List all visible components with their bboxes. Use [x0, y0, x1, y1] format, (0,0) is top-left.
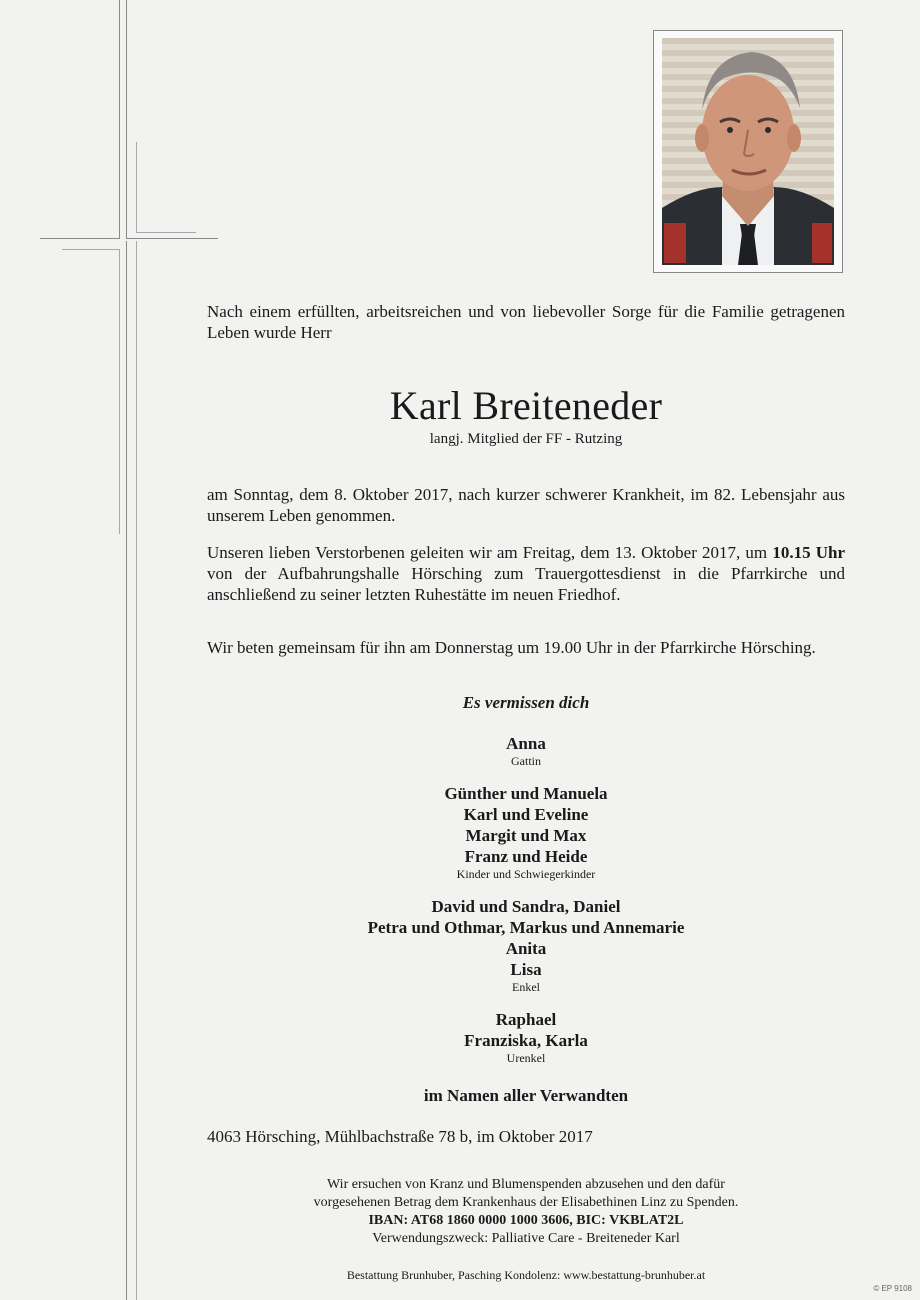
mourner-name: Petra und Othmar, Markus und Annemarie	[367, 918, 685, 937]
cross-line	[62, 249, 120, 250]
cross-line	[136, 241, 137, 1300]
cross-line	[119, 0, 120, 238]
mourner-name: Franz und Heide	[464, 847, 588, 866]
funeral-time: 10.15 Uhr	[772, 543, 846, 562]
portrait-photo	[662, 38, 834, 265]
mourner-group	[207, 733, 845, 768]
footer-text: Bestattung Brunhuber, Pasching Kondolenz: www.bestattung-brunhuber.at	[346, 1268, 706, 1282]
mourner-relation: Gattin	[511, 754, 541, 768]
intro-text: Nach einem erfüllten, arbeitsreichen und von liebevoller Sorge für die Familie getragenen Leben wurde Herr	[207, 302, 845, 342]
mourner-group	[207, 783, 845, 881]
portrait-frame	[653, 30, 843, 273]
mourner-name: Franziska, Karla	[464, 1031, 588, 1050]
donation-note	[207, 1176, 845, 1248]
deceased-name: Karl Breiteneder	[389, 383, 663, 428]
place-date: 4063 Hörsching, Mühlbachstraße 78 b, im Oktober 2017	[207, 1127, 593, 1146]
mourner-relation: Enkel	[512, 980, 540, 994]
cross-line	[136, 142, 137, 232]
prayer-text: Wir beten gemeinsam für ihn am Donnerstag um 19.00 Uhr in der Pfarrkirche Hörsching.	[207, 638, 816, 657]
cross-line	[126, 238, 218, 239]
cross-line	[126, 0, 127, 238]
mourner-name: Anita	[505, 939, 547, 958]
donation-line: vorgesehenen Betrag dem Krankenhaus der Elisabethinen Linz zu Spenden.	[313, 1195, 739, 1210]
mourner-name: Lisa	[510, 960, 542, 979]
death-text: am Sonntag, dem 8. Oktober 2017, nach kurzer schwerer Krankheit, im 82. Lebensjahr aus unserem Leben genommen.	[207, 485, 845, 525]
mourner-group	[207, 1009, 845, 1065]
cross-line	[126, 241, 127, 1300]
deceased-subtitle: langj. Mitglied der FF - Rutzing	[429, 431, 623, 447]
missing-heading: Es vermissen dich	[462, 693, 590, 712]
donation-purpose: Verwendungszweck: Palliative Care - Breiteneder Karl	[372, 1231, 680, 1246]
print-code: © EP 9108	[873, 1284, 912, 1293]
cross-line	[119, 249, 120, 534]
mourner-relation: Kinder und Schwiegerkinder	[456, 867, 596, 881]
donation-line: Wir ersuchen von Kranz und Blumenspenden abzusehen und den dafür	[327, 1177, 725, 1192]
mourner-name: Günther und Manuela	[444, 784, 608, 803]
mourner-name: Margit und Max	[465, 826, 587, 845]
mourner-relation: Urenkel	[506, 1051, 546, 1065]
funeral-text-part1: Unseren lieben Verstorbenen geleiten wir am Freitag, dem 13. Oktober 2017, um	[207, 543, 768, 562]
funeral-text	[207, 542, 845, 605]
donation-iban: IBAN: AT68 1860 0000 1000 3606, BIC: VKBLAT2L	[368, 1213, 684, 1228]
cross-line	[136, 232, 196, 233]
mourner-name: Raphael	[495, 1010, 557, 1029]
funeral-text-part2: von der Aufbahrungshalle Hörsching zum Trauergottesdienst in die Pfarrkirche und anschließend zu seiner letzten Ruhestätte im neuen Friedhof.	[207, 564, 845, 604]
mourner-name: David und Sandra, Daniel	[431, 897, 621, 916]
mourner-group	[207, 896, 845, 994]
mourner-name: Anna	[506, 734, 546, 753]
relatives-line: im Namen aller Verwandten	[423, 1086, 629, 1105]
cross-line	[40, 238, 120, 239]
mourner-name: Karl und Eveline	[463, 805, 589, 824]
